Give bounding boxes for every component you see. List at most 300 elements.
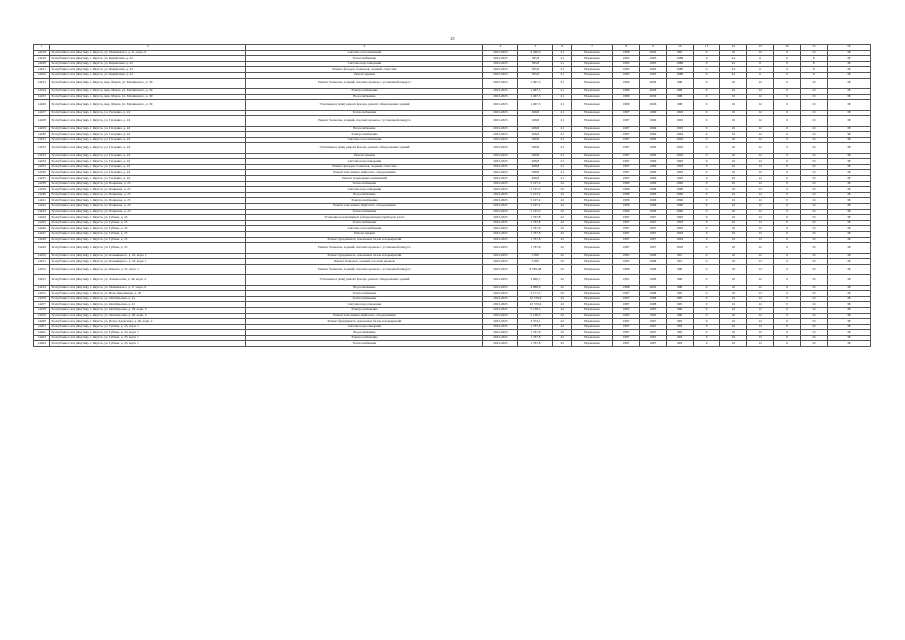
table-cell: 2 171,3 — [518, 291, 553, 297]
table-cell: 21 — [553, 176, 572, 182]
table-cell: 5 197,2 — [518, 204, 553, 210]
table-cell: Нормально — [572, 285, 613, 291]
table-cell: Нормально — [572, 181, 613, 187]
table-cell: 2023-2025 — [483, 291, 518, 297]
table-cell: 1987 — [613, 302, 640, 308]
table-cell: 12 — [747, 204, 774, 210]
table-cell: 2006 — [640, 94, 667, 100]
table-cell: 2023-2025 — [483, 296, 518, 302]
table-cell: Теплоснабжение — [246, 209, 483, 215]
table-cell: 12 — [747, 302, 774, 308]
table-cell: 16 — [720, 181, 747, 187]
table-cell: 0 — [693, 164, 720, 170]
table-cell: 1985 — [613, 253, 640, 259]
table-cell: 928,8 — [518, 143, 553, 153]
table-cell: 0 — [693, 67, 720, 73]
table-cell: 0 — [774, 88, 801, 94]
table-cell: 22 — [553, 181, 572, 187]
table-cell: 10 — [800, 159, 827, 165]
table-cell: Республика Саха (Якутия), г. Якутск, ул. Можайского, д. 17, корп. 6 — [50, 285, 246, 291]
table-cell: Нормально — [572, 198, 613, 204]
table-cell: 1986 — [613, 209, 640, 215]
table-cell: 1997 — [640, 330, 667, 336]
table-cell: Республика Саха (Якутия), г. Якутск, ул. Октябрьская, д. 41 — [50, 296, 246, 302]
table-cell: 16 — [720, 319, 747, 325]
table-cell: 0 — [774, 181, 801, 187]
table-row — [34, 275, 871, 285]
table-cell: 14243 — [34, 209, 50, 215]
table-cell: 2023-2025 — [483, 209, 518, 215]
table-cell: 10 576,6 — [518, 296, 553, 302]
table-cell: 1993 — [666, 110, 693, 116]
table-cell: 0 — [774, 259, 801, 265]
table-cell: Республика Саха (Якутия), г. Якутск, ул. Пояркова, д. 25 — [50, 204, 246, 210]
table-cell: 10 — [800, 302, 827, 308]
table-cell: 2023-2025 — [483, 192, 518, 198]
table-cell: 1987 — [613, 153, 640, 159]
table-cell: Утепление и (или) ремонт фасада, ремонт общедомовых зданий — [246, 100, 483, 110]
table-cell: 2023-2025 — [483, 232, 518, 238]
table-cell: 12 — [747, 187, 774, 193]
table-cell: 0 — [774, 176, 801, 182]
table-cell: Ремонт крыши — [246, 153, 483, 159]
table-cell: 928,8 — [518, 126, 553, 132]
table-cell: Ремонт фасадов, балконов, лоджий, отмостки — [246, 164, 483, 170]
table-cell: 0 — [693, 209, 720, 215]
table-cell: 38 — [827, 226, 870, 232]
table-cell: 1987 — [613, 126, 640, 132]
table-cell: 595,8 — [518, 61, 553, 67]
table-cell: 0 — [774, 72, 801, 78]
table-cell: 38 — [827, 137, 870, 143]
table-cell: 2023-2025 — [483, 78, 518, 88]
table-cell: 1993 — [666, 170, 693, 176]
table-cell: 2023-2025 — [483, 132, 518, 138]
table-cell: 993 — [666, 319, 693, 325]
table-cell: 12 — [747, 237, 774, 243]
table-cell: 38 — [827, 302, 870, 308]
table-cell: 10 — [800, 94, 827, 100]
table-cell: 1987 — [613, 237, 640, 243]
table-cell: 16 — [720, 192, 747, 198]
table-cell: 1990 — [666, 209, 693, 215]
table-cell: 14234 — [34, 159, 50, 165]
table-cell: 2023-2025 — [483, 181, 518, 187]
table-cell: Нормально — [572, 302, 613, 308]
table-cell: 1 467,3 — [518, 78, 553, 88]
table-cell: 0 — [693, 237, 720, 243]
table-cell: 4 888,9 — [518, 285, 553, 291]
table-cell: 10 — [800, 181, 827, 187]
table-cell: 0 — [693, 192, 720, 198]
table-cell: Электроснабжение — [246, 132, 483, 138]
column-header: 7 — [572, 45, 613, 51]
table-cell: 993 — [666, 335, 693, 341]
table-cell: 16 — [720, 209, 747, 215]
table-cell: Республика Саха (Якутия), г. Якутск, мкр. Марха, ул. Малинового, д. 30 — [50, 78, 246, 88]
table-cell: Нормально — [572, 335, 613, 341]
table-cell: 0 — [774, 50, 801, 56]
table-cell: 995 — [666, 296, 693, 302]
table-cell: 21 — [553, 50, 572, 56]
table-cell: 1998 — [640, 296, 667, 302]
table-cell: 1987 — [613, 291, 640, 297]
table-cell: 22 — [553, 313, 572, 319]
table-cell: 2023-2025 — [483, 335, 518, 341]
table-cell: 16 — [720, 226, 747, 232]
table-cell: Нормально — [572, 72, 613, 78]
table-cell: 0 — [693, 341, 720, 347]
table-cell: 0 — [693, 330, 720, 336]
table-cell: 12 — [747, 126, 774, 132]
table-cell: 14254 — [34, 285, 50, 291]
table-cell: 1997 — [640, 215, 667, 221]
table-cell: 1999 — [640, 170, 667, 176]
table-cell: 1 467,3 — [518, 88, 553, 94]
table-cell: 12 — [747, 132, 774, 138]
table-cell: Республика Саха (Якутия), г. Якутск, ул. Губина, д. 25 — [50, 232, 246, 238]
table-cell: 1983 — [613, 72, 640, 78]
table-cell: 10 576,6 — [518, 302, 553, 308]
table-cell: 0 — [693, 78, 720, 88]
table-cell: 4 599,0 — [518, 50, 553, 56]
table-cell: 1996 — [640, 264, 667, 274]
table-cell: 22 — [553, 335, 572, 341]
table-cell: 1986 — [613, 187, 640, 193]
table-cell: 1 467,3 — [518, 100, 553, 110]
table-cell: 1996 — [640, 275, 667, 285]
table-cell: 16 — [720, 187, 747, 193]
table-cell: 998 — [666, 94, 693, 100]
table-cell: 5 138,5 — [518, 313, 553, 319]
table-row — [34, 341, 871, 347]
table-cell: 38 — [827, 67, 870, 73]
table-cell: 1993 — [666, 232, 693, 238]
table-cell: 8 — [800, 67, 827, 73]
table-cell: 10 — [800, 220, 827, 226]
table-cell: 2023-2025 — [483, 275, 518, 285]
table-cell: 22 — [553, 275, 572, 285]
table-cell: 21 — [553, 78, 572, 88]
table-cell: 1996 — [640, 187, 667, 193]
table-cell: 38 — [827, 253, 870, 259]
table-cell: 1987 — [613, 296, 640, 302]
table-cell: 10 — [800, 192, 827, 198]
table-cell: 10 — [800, 50, 827, 56]
table-cell: 0 — [774, 78, 801, 88]
table-cell: 1993 — [640, 72, 667, 78]
table-cell: 38 — [827, 159, 870, 165]
table-cell: 0 — [693, 264, 720, 274]
table-cell: Утепление и (или) ремонт фасада, ремонт общедомовых зданий — [246, 275, 483, 285]
table-cell: Утепление и (или) ремонт фасада, ремонт общедомовых зданий — [246, 143, 483, 153]
column-header: 1 — [34, 45, 50, 51]
table-cell: Водоснабжение — [246, 192, 483, 198]
table-cell: 10 — [800, 204, 827, 210]
table-cell: 10 — [800, 88, 827, 94]
table-cell: 2023-2025 — [483, 116, 518, 126]
table-cell: 0 — [774, 307, 801, 313]
table-cell: 12 — [747, 259, 774, 265]
column-header: 16 — [827, 45, 870, 51]
table-cell: Нормально — [572, 204, 613, 210]
table-cell: 22 — [553, 209, 572, 215]
table-cell: Республика Саха (Якутия), г. Якутск, ул. Гагарина, д. 24 — [50, 164, 246, 170]
table-cell: Нормально — [572, 78, 613, 88]
table-cell: 2006 — [640, 100, 667, 110]
table-cell: Республика Саха (Якутия), г. Якутск, мкр. Марха, ул. Малинового, д. 30 — [50, 88, 246, 94]
table-cell: 999 — [666, 275, 693, 285]
table-cell: 10 — [800, 307, 827, 313]
table-cell: 1995 — [640, 313, 667, 319]
table-cell: 998 — [666, 88, 693, 94]
table-cell: 0 — [693, 313, 720, 319]
table-cell: 24 — [720, 72, 747, 78]
table-cell: 10 — [800, 253, 827, 259]
table-cell: 12 — [747, 78, 774, 88]
table-cell: 12 — [747, 341, 774, 347]
table-cell: 38 — [827, 204, 870, 210]
table-cell: Республика Саха (Якутия), г. Якутск, ул. Кирпичная, д. 22 — [50, 67, 246, 73]
table-cell: 1997 — [640, 232, 667, 238]
table-cell: Республика Саха (Якутия), г. Якутск, ул. Губина, д. 25 — [50, 220, 246, 226]
table-cell: 12 — [747, 176, 774, 182]
table-cell: 10 — [800, 116, 827, 126]
column-header: 15 — [800, 45, 827, 51]
table-cell: 12 — [747, 264, 774, 274]
table-cell: 1 767,8 — [518, 232, 553, 238]
table-cell: 22 — [553, 243, 572, 253]
table-cell: Республика Саха (Якутия), г. Якутск, ул. Гагарина, д. 24 — [50, 116, 246, 126]
table-cell: 14259 — [34, 313, 50, 319]
table-cell: 2023-2025 — [483, 313, 518, 319]
table-cell: 10 — [800, 285, 827, 291]
table-cell: 0 — [774, 56, 801, 62]
table-cell: 1985 — [613, 259, 640, 265]
table-cell: Республика Саха (Якутия), г. Якутск, ул. Октябрьская, д. 28, корп. 3 — [50, 307, 246, 313]
table-cell: 1999 — [640, 110, 667, 116]
table-cell: 1990 — [666, 204, 693, 210]
table-cell: 928,8 — [518, 137, 553, 143]
table-cell: 12 — [747, 209, 774, 215]
table-cell: 0 — [693, 56, 720, 62]
table-cell: 1988 — [666, 61, 693, 67]
table-cell: Нормально — [572, 137, 613, 143]
table-cell: 16 — [720, 330, 747, 336]
table-cell: 0 — [774, 291, 801, 297]
table-cell: 0 — [693, 296, 720, 302]
table-cell: 1999 — [640, 153, 667, 159]
table-cell: 12 — [747, 275, 774, 285]
table-cell: 10 — [800, 232, 827, 238]
table-cell: 2023-2025 — [483, 243, 518, 253]
table-cell: 14232 — [34, 143, 50, 153]
table-cell: 16 — [720, 307, 747, 313]
table-cell: 24 — [720, 67, 747, 73]
table-cell: Система водоотведения — [246, 187, 483, 193]
table-cell: 2023-2025 — [483, 159, 518, 165]
table-cell: 8 — [800, 56, 827, 62]
table-cell: 1993 — [640, 56, 667, 62]
table-cell: 1986 — [613, 192, 640, 198]
table-cell: 996 — [666, 264, 693, 274]
table-cell: 2023-2025 — [483, 264, 518, 274]
table-cell: 1987 — [613, 341, 640, 347]
table-cell: 14264 — [34, 341, 50, 347]
table-cell: 12 — [747, 143, 774, 153]
table-cell: 595,8 — [518, 56, 553, 62]
table-cell: 10 — [800, 264, 827, 274]
table-cell: 14219 — [34, 56, 50, 62]
table-cell: 16 — [720, 126, 747, 132]
column-header: 10 — [666, 45, 693, 51]
table-cell: 12 — [747, 170, 774, 176]
table-cell: Республика Саха (Якутия), г. Якутск, мкр. Марха, ул. Малинового, д. 30 — [50, 94, 246, 100]
table-cell: 2023-2025 — [483, 187, 518, 193]
table-cell: 1998 — [640, 302, 667, 308]
table-cell: 16 — [720, 335, 747, 341]
table-cell: 6 — [747, 56, 774, 62]
table-cell: 38 — [827, 264, 870, 274]
table-cell: 21 — [553, 153, 572, 159]
table-cell: 16 — [720, 259, 747, 265]
table-cell: 14241 — [34, 198, 50, 204]
table-cell: 1987 — [613, 143, 640, 153]
table-cell: Нормально — [572, 61, 613, 67]
table-cell: 16 — [720, 324, 747, 330]
table-cell: Теплоснабжение — [246, 341, 483, 347]
table-cell: 2023-2025 — [483, 176, 518, 182]
table-cell: 2023-2025 — [483, 143, 518, 153]
table-cell: 990 — [666, 307, 693, 313]
table-cell: 1993 — [666, 132, 693, 138]
table-cell: Водоснабжение — [246, 126, 483, 132]
table-cell: 0 — [693, 116, 720, 126]
table-cell: 1996 — [640, 253, 667, 259]
table-cell: 14255 — [34, 291, 50, 297]
table-cell: 12 — [747, 243, 774, 253]
table-cell: 14248 — [34, 237, 50, 243]
table-cell: 0 — [774, 264, 801, 274]
table-cell: 0 — [693, 110, 720, 116]
table-cell: 12 — [747, 88, 774, 94]
table-cell: 1988 — [666, 67, 693, 73]
table-cell: 1993 — [666, 237, 693, 243]
table-cell: 2023-2025 — [483, 137, 518, 143]
table-cell: 1993 — [666, 164, 693, 170]
table-cell: 21 — [553, 94, 572, 100]
table-cell: Нормально — [572, 324, 613, 330]
table-cell: 38 — [827, 50, 870, 56]
table-cell: 595,8 — [518, 67, 553, 73]
table-cell: 12 — [747, 285, 774, 291]
table-cell: 1993 — [666, 137, 693, 143]
table-cell: 21 — [553, 126, 572, 132]
table-cell: 0 — [693, 170, 720, 176]
table-cell: 0 — [693, 285, 720, 291]
table-cell: 38 — [827, 72, 870, 78]
table-cell: 928,8 — [518, 176, 553, 182]
table-cell: 0 — [774, 61, 801, 67]
table-cell: 1993 — [640, 67, 667, 73]
table-cell: 0 — [693, 335, 720, 341]
table-cell: Республика Саха (Якутия), г. Якутск, ул. Гагарина, д. 24 — [50, 153, 246, 159]
table-cell: 1988 — [666, 56, 693, 62]
table-cell: 10 — [800, 209, 827, 215]
table-cell: 38 — [827, 330, 870, 336]
table-cell: 1987 — [613, 176, 640, 182]
table-cell: 0 — [774, 67, 801, 73]
table-cell: 1999 — [640, 132, 667, 138]
table-cell: 0 — [693, 291, 720, 297]
table-cell: Нормально — [572, 67, 613, 73]
table-cell: 5 197,2 — [518, 209, 553, 215]
table-cell: Водоснабжение — [246, 94, 483, 100]
table-cell: 10 — [800, 313, 827, 319]
table-cell: Нормально — [572, 220, 613, 226]
table-cell: 1989 — [613, 100, 640, 110]
table-cell: Теплоснабжение — [246, 291, 483, 297]
table-cell: 14261 — [34, 324, 50, 330]
table-cell: Нормально — [572, 215, 613, 221]
table-cell: 0 — [774, 341, 801, 347]
table-cell: 0 — [774, 324, 801, 330]
table-cell: Республика Саха (Якутия), г. Якутск, ул. Пояркова, д. 25 — [50, 181, 246, 187]
table-cell: 38 — [827, 313, 870, 319]
table-cell: 14251 — [34, 259, 50, 265]
table-cell: 12 — [747, 296, 774, 302]
column-header: 5 — [518, 45, 553, 51]
table-cell: 1987 — [613, 170, 640, 176]
table-cell: 38 — [827, 132, 870, 138]
table-cell: Теплоснабжение — [246, 181, 483, 187]
table-cell: Республика Саха (Якутия), г. Якутск, ул. Гагарина, д. 24 — [50, 176, 246, 182]
table-cell: 5 197,2 — [518, 198, 553, 204]
table-cell: Ремонт или замена лифтового оборудования — [246, 313, 483, 319]
table-cell: 991 — [666, 259, 693, 265]
table-cell: Нормально — [572, 100, 613, 110]
table-cell: 14218 — [34, 50, 50, 56]
table-cell: 38 — [827, 335, 870, 341]
table-cell: 12 — [747, 164, 774, 170]
table-cell: 10 — [800, 126, 827, 132]
table-cell: 1986 — [613, 204, 640, 210]
table-cell: 16 — [720, 143, 747, 153]
table-cell: 0 — [774, 187, 801, 193]
table-cell: 5 891 — [518, 259, 553, 265]
table-cell: 16 — [720, 291, 747, 297]
table-cell: 928,8 — [518, 116, 553, 126]
table-cell: 16 — [720, 264, 747, 274]
table-cell: 0 — [774, 319, 801, 325]
table-cell: 0 — [693, 153, 720, 159]
table-cell: 10 — [800, 215, 827, 221]
table-cell: 10 — [800, 226, 827, 232]
table-cell: 14223 — [34, 78, 50, 88]
table-cell: Нормально — [572, 243, 613, 253]
table-cell: 10 — [800, 330, 827, 336]
table-cell: 12 — [747, 330, 774, 336]
table-cell: 5 197,2 — [518, 192, 553, 198]
table-cell: Электроснабжение — [246, 88, 483, 94]
table-cell: 1993 — [666, 243, 693, 253]
table-cell: 1986 — [613, 181, 640, 187]
table-cell: 38 — [827, 164, 870, 170]
table-cell: Республика Саха (Якутия), г. Якутск, ул. Ново-Кирпичная, д. 20 — [50, 291, 246, 297]
table-cell: Ремонт фундамента, цокольных балок и перекрытий — [246, 237, 483, 243]
table-cell: 1996 — [640, 198, 667, 204]
table-cell: 928,8 — [518, 132, 553, 138]
